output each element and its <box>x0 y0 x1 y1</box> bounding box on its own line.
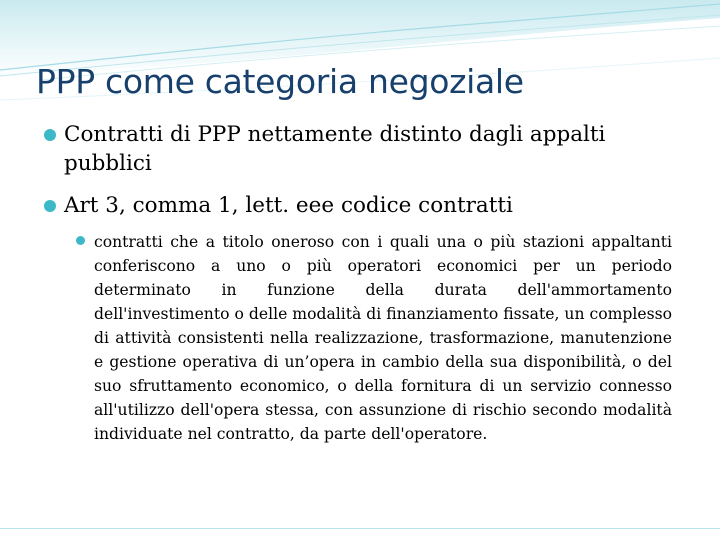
bullet-dot-icon <box>44 200 56 212</box>
sub-bullet-item: contratti che a titolo oneroso con i quali una o più stazioni appaltanti conferiscono a uno o più operatori economici per un periodo determinato in funzione della durata dell'ammortamento dell'investimento o delle modalità di finanziamento fissate, un complesso di attività consistenti nella realizzazione, trasformazione, manutenzione e gestione operativa di un’opera in cambio della sua disponibilità, o del suo sfruttamento economico, o della fornitura di un servizio connesso all'utilizzo dell'opera stessa, con assunzione di rischio secondo modalità individuate nel contratto, da parte dell'operatore. <box>94 233 672 443</box>
sub-bullet-dot-icon <box>76 236 85 245</box>
bullet-item: Art 3, comma 1, lett. eee codice contratti <box>64 193 513 218</box>
bullet-item: Contratti di PPP nettamente distinto dagli appalti pubblici <box>64 122 606 176</box>
footer-divider <box>0 528 720 529</box>
slide-title: PPP come categoria negoziale <box>36 62 524 101</box>
bullet-dot-icon <box>44 129 56 141</box>
